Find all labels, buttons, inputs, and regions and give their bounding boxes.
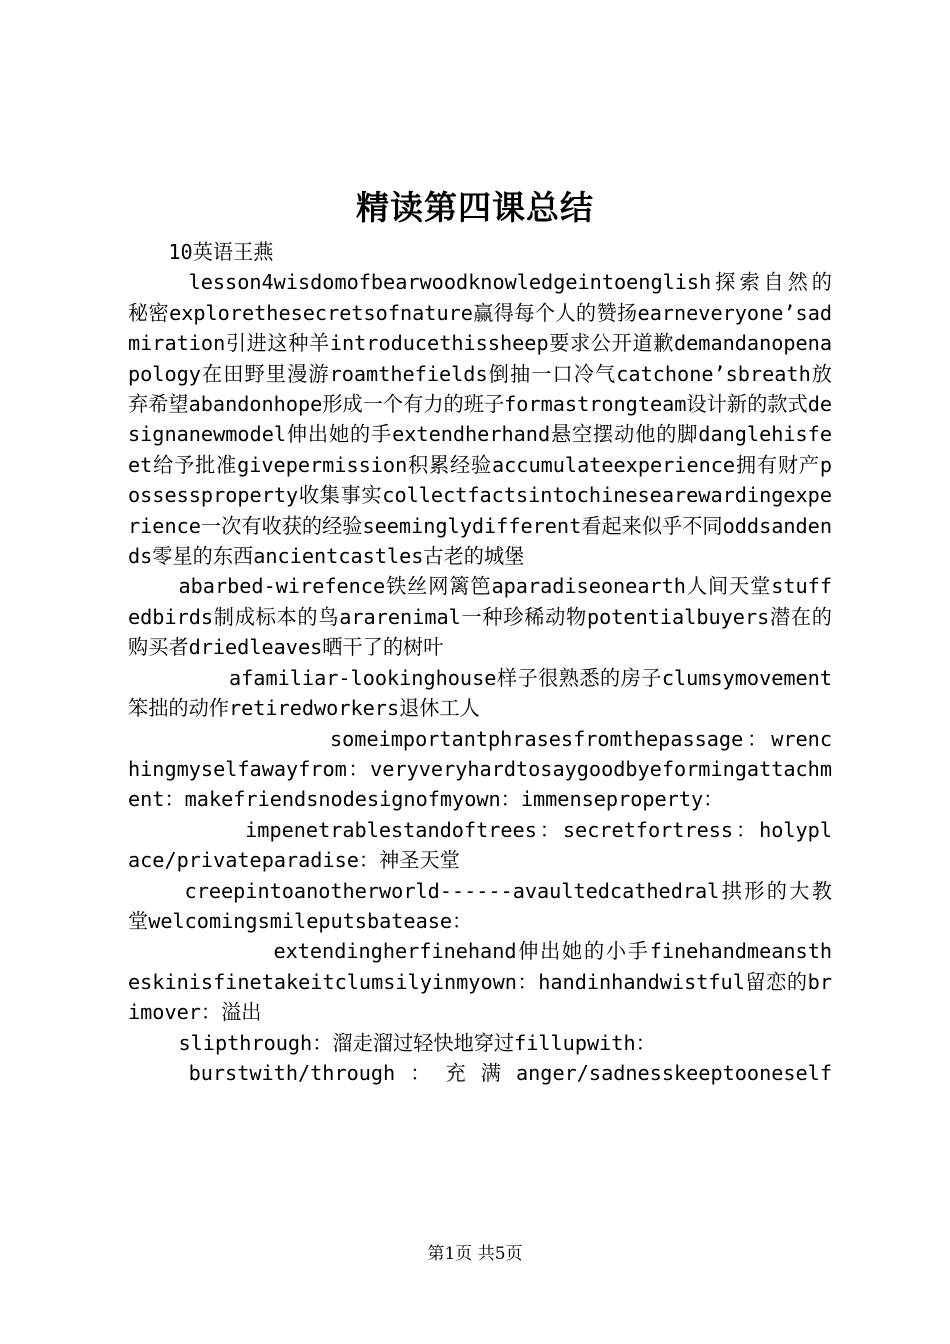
paragraph: burstwith/through：充满anger/sadnesskeeptooneself — [188, 1060, 832, 1085]
paragraph: someimportantphrasesfromthepassage：wrenchingmyselfawayfrom：veryveryhardtosaygoodbyeformingattachment：makefriendsnodesignofmyown：immenseproperty： — [128, 726, 832, 812]
paragraph: 10英语王燕 — [168, 240, 274, 264]
paragraph: abarbed-wirefence铁丝网篱笆aparadiseonearth人间天堂stuffedbirds制成标本的鸟ararenimal一种珍稀动物potentialbuyers潜在的购买者driedleaves晒干了的树叶 — [128, 574, 832, 660]
paragraph: extendingherfinehand伸出她的小手finehandmeanstheskinisfinetakeitclumsilyinmyown：handinhandwistful留恋的brimover：溢出 — [128, 939, 832, 1025]
document-body — [128, 237, 832, 1088]
document-title: 精读第四课总结 — [356, 188, 594, 227]
paragraph: impenetrablestandoftrees：secretfortress：holyplace/privateparadise：神圣天堂 — [128, 817, 832, 873]
page-footer: 第1页 共5页 — [427, 1244, 523, 1264]
paragraph: creepintoanotherworld------avaultedcathedral拱形的大教堂welcomingsmileputsbatease： — [128, 878, 832, 933]
paragraph: afamiliar-lookinghouse样子很熟悉的房子clumsymovement笨拙的动作retiredworkers退休工人 — [128, 665, 832, 721]
paragraph: lesson4wisdomofbearwoodknowledgeintoenglish探索自然的秘密explorethesecretsofnature赢得每个人的赞扬earneveryone’sadmiration引进这种羊introducethissheep要求公开道歉demandanopenapology在田野里漫游roamthefields倒抽一口冷气catchone’sbreath放弃希望abandonhope形成一个有力的班子formastrongteam设计新的款式designanewmodel伸出她的手extendherhand悬空摆动他的脚danglehisfeet给予批准givepermission积累经验accumulateexperience拥有财产possessproperty收集事实collectfactsintochinesearewardingexperience一次有收获的经验seeminglydifferent看起来似乎不同oddsandends零星的东西ancientcastles古老的城堡 — [128, 270, 832, 569]
paragraph: slipthrough：溜走溜过轻快地穿过fillupwith： — [178, 1030, 656, 1055]
